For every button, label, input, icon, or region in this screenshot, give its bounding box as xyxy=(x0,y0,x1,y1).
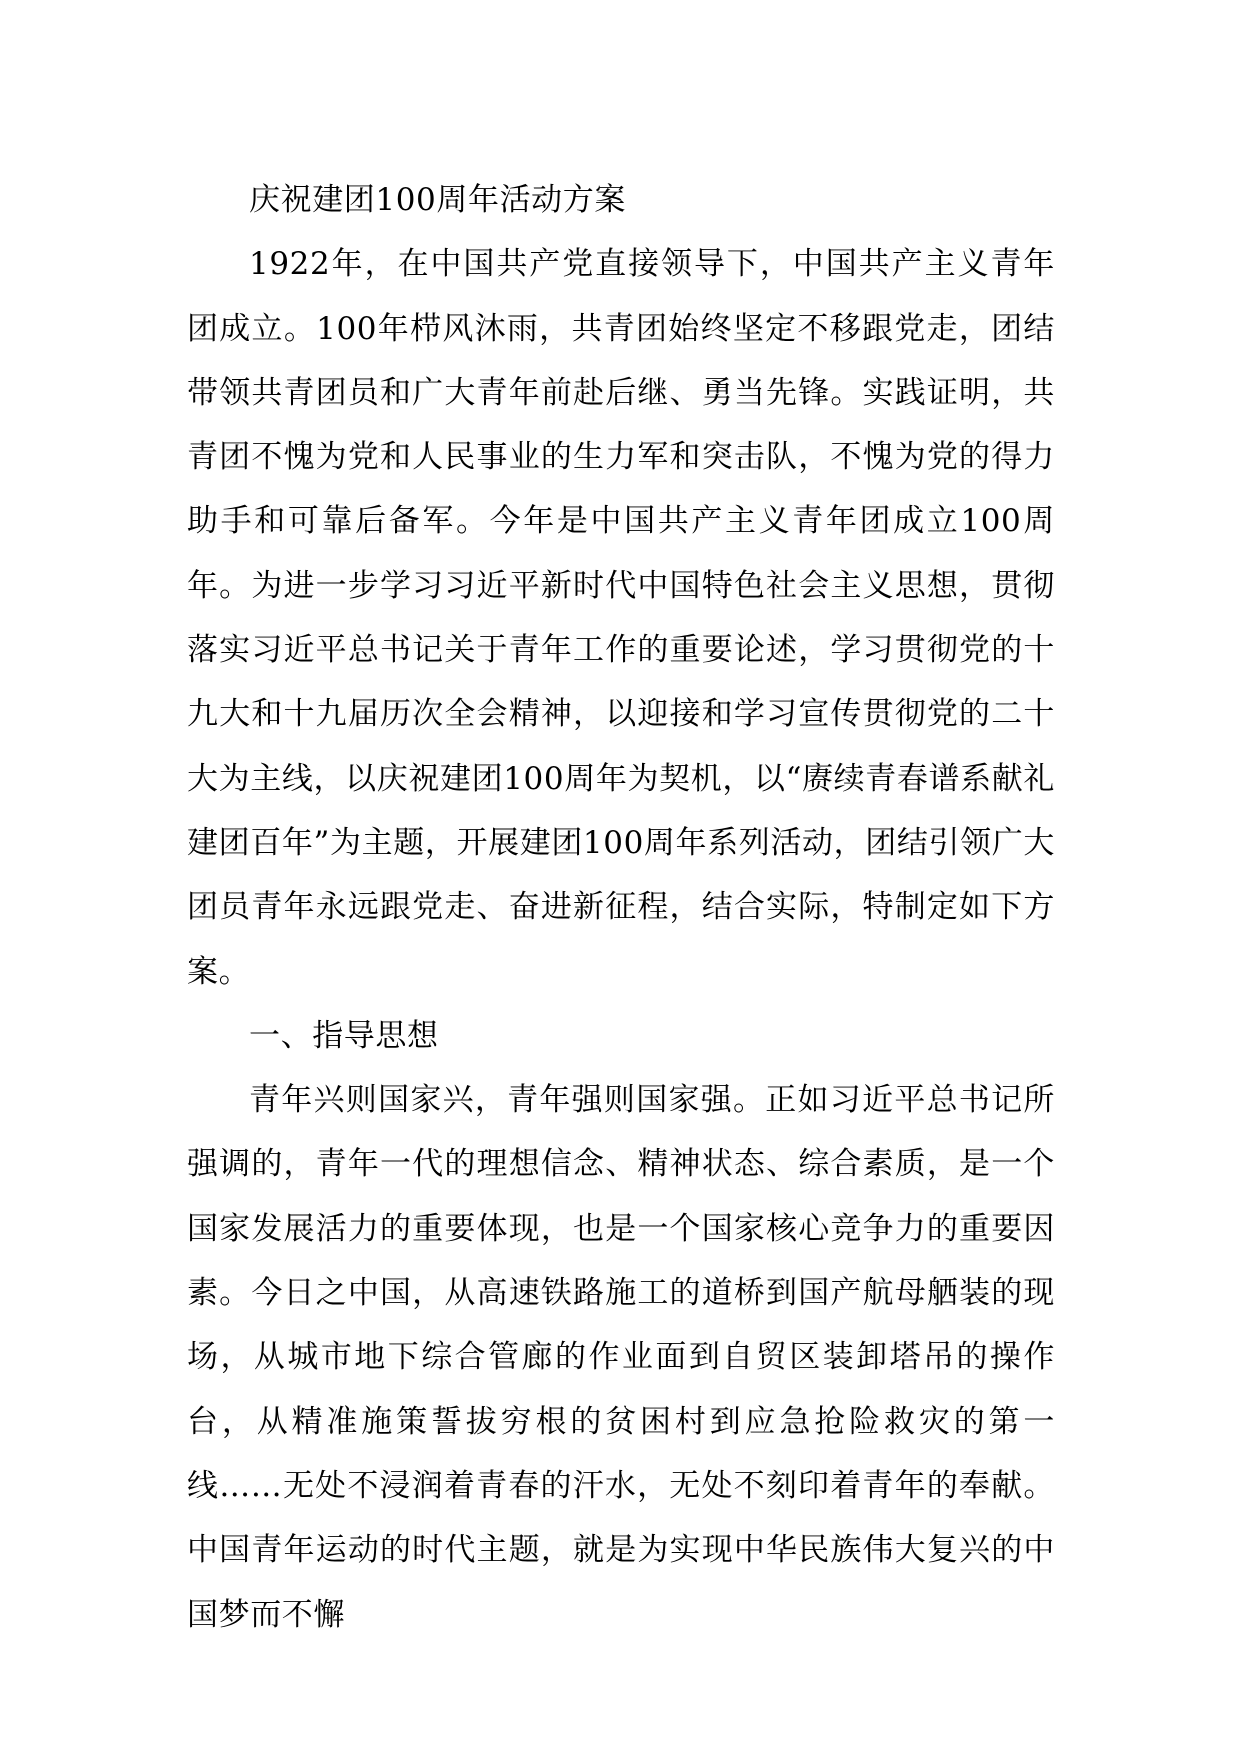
intro-paragraph: 1922年，在中国共产党直接领导下，中国共产主义青年团成立。100年栉风沐雨，共青团始终坚定不移跟党走，团结带领共青团员和广大青年前赴后继、勇当先锋。实践证明，共青团不愧为党和人民事业的生力军和突击队，不愧为党的得力助手和可靠后备军。今年是中国共产主义青年团成立100周年。为进一步学习习近平新时代中国特色社会主义思想，贯彻落实习近平总书记关于青年工作的重要论述，学习贯彻党的十九大和十九届历次全会精神，以迎接和学习宣传贯彻党的二十大为主线，以庆祝建团100周年为契机，以“赓续青春谱系献礼建团百年”为主题，开展建团100周年系列活动，团结引领广大团员青年永远跟党走、奋进新征程，结合实际，特制定如下方案。 xyxy=(187,246,1055,990)
document-body xyxy=(187,168,1055,1647)
document-title: 庆祝建团100周年活动方案 xyxy=(249,182,626,218)
section-heading-guiding-ideology: 一、指导思想 xyxy=(249,1017,439,1054)
guiding-ideology-paragraph: 青年兴则国家兴，青年强则国家强。正如习近平总书记所强调的，青年一代的理想信念、精神状态、综合素质，是一个国家发展活力的重要体现，也是一个国家核心竞争力的重要因素。今日之中国，从高速铁路施工的道桥到国产航母舾装的现场，从城市地下综合管廊的作业面到自贸区装卸塔吊的操作台，从精准施策誓拔穷根的贫困村到应急抢险救灾的第一线……无处不浸润着青春的汗水，无处不刻印着青年的奉献。中国青年运动的时代主题，就是为实现中华民族伟大复兴的中国梦而不懈 xyxy=(187,1082,1055,1633)
